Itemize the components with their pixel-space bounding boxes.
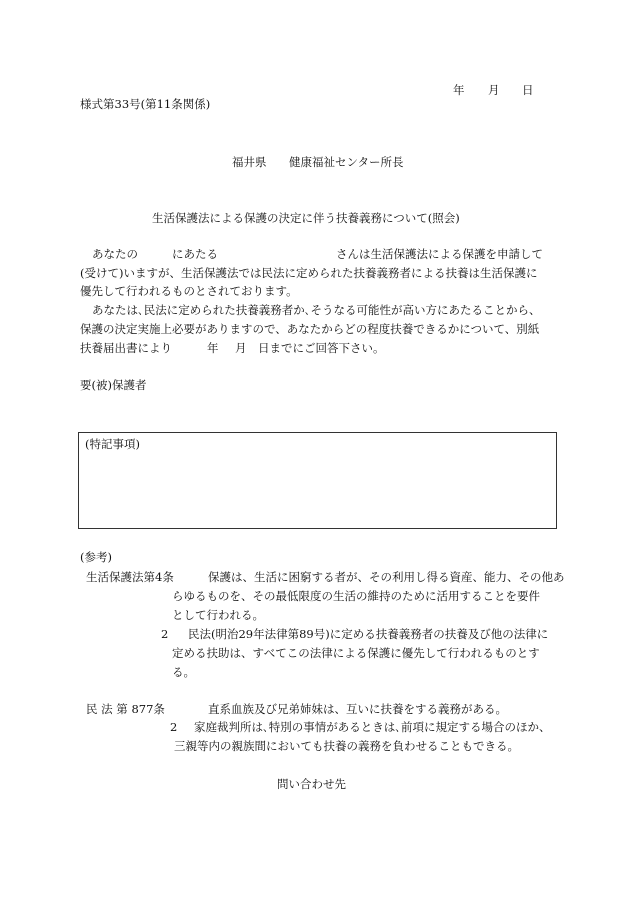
body-line6-month: 月	[235, 341, 247, 355]
law2-para2-number: 2	[170, 720, 178, 734]
law1-text-line2: らゆるものを、その最低限度の生活の維持のために活用することを要件	[172, 589, 540, 603]
body-line2: (受けて)いますが、生活保護法では民法に定められた扶養義務者による扶養は生活保護に	[80, 266, 538, 280]
body-line5: 保護の決定実施上必要がありますので、あなたからどの程度扶養できるかについて、別紙	[80, 322, 540, 336]
law1-para2-line3: る。	[172, 665, 195, 679]
law1-text-line1: 保護は、生活に困窮する者が、その利用し得る資産、能力、その他あ	[208, 570, 565, 584]
special-notes-label: (特記事項)	[85, 437, 140, 451]
body-line1-c: さんは生活保護法による保護を申請して	[336, 247, 543, 261]
reference-heading: (参考)	[80, 550, 112, 564]
law2-para2-line1: 家庭裁判所は､特別の事情があるときは､前項に規定する場合のほか、	[194, 720, 551, 734]
body-line6-b: 日までにご回答下さい。	[258, 341, 385, 355]
law1-title: 生活保護法第4条	[86, 570, 174, 584]
body-line6-a: 扶養届出書により	[80, 341, 172, 355]
law1-text-line3: として行われる。	[172, 608, 264, 622]
special-notes-box	[78, 432, 557, 529]
body-line1-b: にあたる	[172, 247, 218, 261]
law1-para2-line2: 定める扶助は、すべてこの法律による保護に優先して行われるものとす	[172, 646, 540, 660]
body-line3: 優先して行われるものとされております。	[80, 284, 298, 298]
date-year-label: 年	[453, 83, 465, 97]
body-line4: あなたは､民法に定められた扶養義務者か､そうなる可能性が高い方にあたることから、	[92, 303, 541, 317]
body-line1-a: あなたの	[92, 247, 138, 261]
law2-text-line1: 直系血族及び兄弟姉妹は、互いに扶養をする義務がある。	[208, 702, 507, 716]
date-day-label: 日	[522, 83, 534, 97]
law1-para2-number: 2	[161, 627, 169, 641]
law1-para2-line1: 民法(明治29年法律第89号)に定める扶養義務者の扶養及び他の法律に	[188, 627, 549, 641]
law2-para2-line2: 三親等内の親族間においても扶養の義務を負わせることもできる。	[174, 739, 519, 753]
date-month-label: 月	[488, 83, 500, 97]
sender-office: 健康福祉センター所長	[289, 155, 404, 169]
sender-prefecture: 福井県	[232, 155, 267, 169]
law2-title: 民 法 第 877条	[86, 702, 165, 716]
body-line6-year: 年	[207, 341, 219, 355]
form-number: 様式第33号(第11条関係)	[80, 97, 211, 111]
contact-label: 問い合わせ先	[277, 777, 346, 791]
document-title: 生活保護法による保護の決定に伴う扶養義務について(照会)	[152, 211, 460, 225]
protected-person-label: 要(被)保護者	[80, 378, 147, 392]
